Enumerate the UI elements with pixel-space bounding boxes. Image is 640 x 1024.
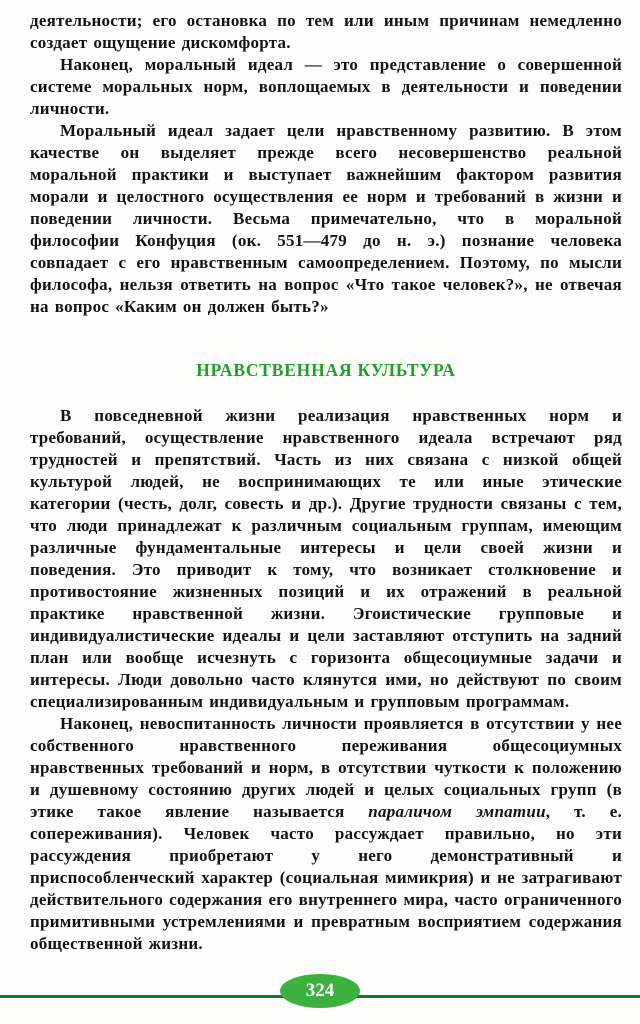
paragraph	[30, 54, 622, 120]
section-heading: НРАВСТВЕННАЯ КУЛЬТУРА	[196, 360, 456, 380]
text-segment: В повседневной жизни реализация нравственных норм и требований, осуществление нравственного идеала встречают ряд трудностей и препятствий. Часть из них связана с низкой общей культурой людей, не воспринимающих те или иные этические категории (честь, долг, совесть и др.). Другие трудности связаны с тем, что люди принадлежат к различным социальным группам, имеющим различные фундаментальные интересы и цели своей жизни и поведения. Это приводит к тому, что возникает столкновение и противостояние жизненных позиций и их отражений в реальной практике нравственной жизни. Эгоистические групповые и индивидуалистические идеалы и цели заставляют отступить на задний план или вообще исчезнуть с горизонта общесоциумные задачи и интересы. Люди довольно часто клянутся ими, но действуют по своим специализированным индивидуальным и групповым программам.	[30, 406, 622, 711]
text-segment: Наконец, невоспитанность личности проявляется в отсутствии у нее собственного нравственного переживания общесоциумных нравственных требований и норм, в отсутствии чуткости к положению и душевному состоянию других людей и целых социальных групп (в этике такое явление называется	[30, 714, 622, 821]
text-segment: , т. е. сопереживания). Человек часто рассуждает правильно, но эти рассуждения приобретают у него демонстративный и приспособленческий характер (социальная мимикрия) и не затрагивают действительного содержания его внутреннего мира, часто ограниченного примитивными устремлениями и превратным восприятием содержания общественной жизни.	[30, 802, 622, 953]
text-segment: Наконец,	[60, 55, 145, 74]
text-segment: параличом эмпатии	[368, 802, 546, 821]
paragraph	[30, 405, 622, 713]
text-block-top	[30, 10, 622, 318]
paragraph	[30, 10, 622, 54]
text-block-main	[30, 405, 622, 955]
page-number: 324	[305, 980, 335, 1001]
text-segment: Моральный идеал задает цели нравственному развитию. В этом качестве он выделяет прежде всего несовершенство реальной моральной практики и выступает важнейшим фактором развития морали и целостного осуществления ее норм и требований в жизни и поведении личности. Весьма примечательно, что в моральной философии Конфуция (ок. 551—479 до н. э.) познание человека совпадает с его нравственным самоопределением. Поэтому, по мысли философа, нельзя ответить на вопрос «Что такое человек?», не отвечая на вопрос «Каким он должен быть?»	[30, 121, 622, 316]
page-footer	[0, 974, 640, 1010]
paragraph	[30, 713, 622, 955]
text-segment: деятельности; его остановка по тем или иным причинам немедленно создает ощущение дискомфорта.	[30, 11, 622, 52]
page-number-badge	[280, 974, 360, 1008]
paragraph	[30, 120, 622, 318]
text-segment: моральный идеал — это представление о совершенной системе моральных норм, воплощаемых в деятельности и поведении личности.	[30, 55, 623, 118]
